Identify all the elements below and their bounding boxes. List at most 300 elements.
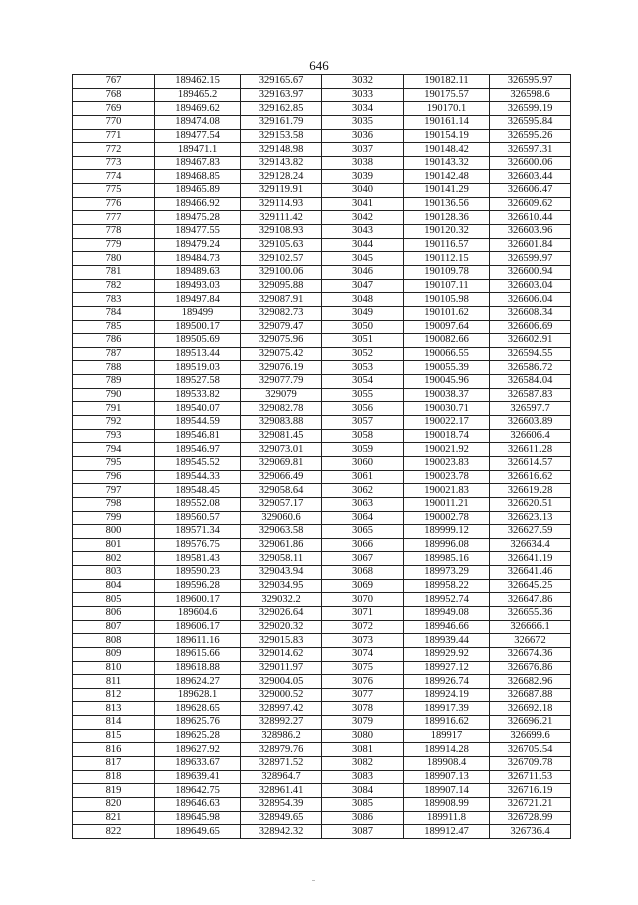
point-id-right-cell: 3041 bbox=[322, 197, 404, 211]
y-left-cell: 329102.57 bbox=[241, 252, 322, 266]
point-id-left-cell: 815 bbox=[73, 729, 155, 743]
point-id-right-cell: 3071 bbox=[322, 606, 404, 620]
y-left-cell: 329163.97 bbox=[241, 88, 322, 102]
table-row bbox=[73, 593, 571, 607]
x-left-cell: 189467.83 bbox=[155, 156, 241, 170]
point-id-left-cell: 793 bbox=[73, 429, 155, 443]
point-id-right-cell: 3070 bbox=[322, 593, 404, 607]
x-right-cell: 189939.44 bbox=[404, 634, 490, 648]
point-id-left-cell: 774 bbox=[73, 170, 155, 184]
point-id-right-cell: 3066 bbox=[322, 538, 404, 552]
x-left-cell: 189475.28 bbox=[155, 211, 241, 225]
point-id-right-cell: 3055 bbox=[322, 388, 404, 402]
y-left-cell: 329119.91 bbox=[241, 184, 322, 198]
point-id-left-cell: 819 bbox=[73, 784, 155, 798]
point-id-right-cell: 3069 bbox=[322, 579, 404, 593]
y-left-cell: 329148.98 bbox=[241, 143, 322, 157]
x-left-cell: 189633.67 bbox=[155, 757, 241, 771]
point-id-left-cell: 806 bbox=[73, 606, 155, 620]
scan-speck bbox=[312, 880, 315, 881]
x-left-cell: 189500.17 bbox=[155, 320, 241, 334]
x-right-cell: 190154.19 bbox=[404, 129, 490, 143]
point-id-left-cell: 798 bbox=[73, 497, 155, 511]
table-row bbox=[73, 102, 571, 116]
x-left-cell: 189628.65 bbox=[155, 702, 241, 716]
table-row bbox=[73, 825, 571, 839]
x-left-cell: 189489.63 bbox=[155, 265, 241, 279]
point-id-left-cell: 788 bbox=[73, 361, 155, 375]
table-row bbox=[73, 361, 571, 375]
x-right-cell: 189927.12 bbox=[404, 661, 490, 675]
y-left-cell: 329069.81 bbox=[241, 456, 322, 470]
table-row bbox=[73, 334, 571, 348]
y-right-cell: 326634.4 bbox=[490, 538, 571, 552]
point-id-right-cell: 3033 bbox=[322, 88, 404, 102]
point-id-left-cell: 781 bbox=[73, 265, 155, 279]
point-id-left-cell: 779 bbox=[73, 238, 155, 252]
point-id-right-cell: 3085 bbox=[322, 797, 404, 811]
x-left-cell: 189546.97 bbox=[155, 443, 241, 457]
point-id-left-cell: 792 bbox=[73, 416, 155, 430]
point-id-right-cell: 3057 bbox=[322, 416, 404, 430]
y-right-cell: 326603.89 bbox=[490, 416, 571, 430]
y-left-cell: 329000.52 bbox=[241, 688, 322, 702]
x-right-cell: 190021.83 bbox=[404, 484, 490, 498]
x-left-cell: 189611.16 bbox=[155, 634, 241, 648]
y-left-cell: 329014.62 bbox=[241, 647, 322, 661]
point-id-left-cell: 809 bbox=[73, 647, 155, 661]
x-left-cell: 189477.55 bbox=[155, 225, 241, 239]
y-left-cell: 329073.01 bbox=[241, 443, 322, 457]
x-right-cell: 189908.99 bbox=[404, 797, 490, 811]
point-id-right-cell: 3044 bbox=[322, 238, 404, 252]
point-id-left-cell: 768 bbox=[73, 88, 155, 102]
point-id-right-cell: 3064 bbox=[322, 511, 404, 525]
point-id-left-cell: 817 bbox=[73, 757, 155, 771]
y-right-cell: 326595.84 bbox=[490, 115, 571, 129]
y-right-cell: 326721.21 bbox=[490, 797, 571, 811]
table-row bbox=[73, 702, 571, 716]
y-right-cell: 326696.21 bbox=[490, 716, 571, 730]
x-right-cell: 190136.56 bbox=[404, 197, 490, 211]
y-right-cell: 326609.62 bbox=[490, 197, 571, 211]
table-row bbox=[73, 279, 571, 293]
point-id-right-cell: 3035 bbox=[322, 115, 404, 129]
point-id-left-cell: 813 bbox=[73, 702, 155, 716]
table-row bbox=[73, 634, 571, 648]
x-right-cell: 190112.15 bbox=[404, 252, 490, 266]
table-row bbox=[73, 129, 571, 143]
table-row bbox=[73, 784, 571, 798]
point-id-left-cell: 784 bbox=[73, 306, 155, 320]
table-row bbox=[73, 525, 571, 539]
table-row bbox=[73, 225, 571, 239]
y-left-cell: 328954.39 bbox=[241, 797, 322, 811]
x-right-cell: 189914.28 bbox=[404, 743, 490, 757]
x-left-cell: 189590.23 bbox=[155, 566, 241, 580]
y-right-cell: 326608.34 bbox=[490, 306, 571, 320]
y-left-cell: 329015.83 bbox=[241, 634, 322, 648]
y-left-cell: 329060.6 bbox=[241, 511, 322, 525]
point-id-right-cell: 3075 bbox=[322, 661, 404, 675]
x-left-cell: 189596.28 bbox=[155, 579, 241, 593]
point-id-left-cell: 797 bbox=[73, 484, 155, 498]
x-right-cell: 189911.8 bbox=[404, 811, 490, 825]
x-left-cell: 189527.58 bbox=[155, 375, 241, 389]
x-right-cell: 189926.74 bbox=[404, 675, 490, 689]
table-row bbox=[73, 184, 571, 198]
y-left-cell: 328997.42 bbox=[241, 702, 322, 716]
x-right-cell: 190107.11 bbox=[404, 279, 490, 293]
x-left-cell: 189497.84 bbox=[155, 293, 241, 307]
x-left-cell: 189469.62 bbox=[155, 102, 241, 116]
y-right-cell: 326627.59 bbox=[490, 525, 571, 539]
y-right-cell: 326599.19 bbox=[490, 102, 571, 116]
x-right-cell: 190055.39 bbox=[404, 361, 490, 375]
x-right-cell: 190101.62 bbox=[404, 306, 490, 320]
y-right-cell: 326682.96 bbox=[490, 675, 571, 689]
table-row bbox=[73, 402, 571, 416]
point-id-right-cell: 3038 bbox=[322, 156, 404, 170]
y-left-cell: 329075.96 bbox=[241, 334, 322, 348]
x-right-cell: 189949.08 bbox=[404, 606, 490, 620]
x-left-cell: 189462.15 bbox=[155, 75, 241, 89]
x-right-cell: 190175.57 bbox=[404, 88, 490, 102]
x-left-cell: 189471.1 bbox=[155, 143, 241, 157]
point-id-left-cell: 808 bbox=[73, 634, 155, 648]
point-id-left-cell: 770 bbox=[73, 115, 155, 129]
y-right-cell: 326603.04 bbox=[490, 279, 571, 293]
point-id-left-cell: 786 bbox=[73, 334, 155, 348]
table-row bbox=[73, 538, 571, 552]
y-right-cell: 326655.36 bbox=[490, 606, 571, 620]
table-row bbox=[73, 388, 571, 402]
point-id-right-cell: 3060 bbox=[322, 456, 404, 470]
point-id-right-cell: 3062 bbox=[322, 484, 404, 498]
point-id-right-cell: 3083 bbox=[322, 770, 404, 784]
x-right-cell: 189917.39 bbox=[404, 702, 490, 716]
y-right-cell: 326587.83 bbox=[490, 388, 571, 402]
x-left-cell: 189545.52 bbox=[155, 456, 241, 470]
x-left-cell: 189646.63 bbox=[155, 797, 241, 811]
table-row bbox=[73, 729, 571, 743]
point-id-left-cell: 791 bbox=[73, 402, 155, 416]
point-id-right-cell: 3079 bbox=[322, 716, 404, 730]
x-left-cell: 189548.45 bbox=[155, 484, 241, 498]
x-left-cell: 189604.6 bbox=[155, 606, 241, 620]
point-id-left-cell: 818 bbox=[73, 770, 155, 784]
point-id-left-cell: 780 bbox=[73, 252, 155, 266]
x-right-cell: 190021.92 bbox=[404, 443, 490, 457]
table-row bbox=[73, 170, 571, 184]
point-id-right-cell: 3045 bbox=[322, 252, 404, 266]
y-left-cell: 329034.95 bbox=[241, 579, 322, 593]
y-left-cell: 329111.42 bbox=[241, 211, 322, 225]
y-left-cell: 329143.82 bbox=[241, 156, 322, 170]
x-left-cell: 189474.08 bbox=[155, 115, 241, 129]
table-row bbox=[73, 743, 571, 757]
x-right-cell: 190011.21 bbox=[404, 497, 490, 511]
x-right-cell: 189917 bbox=[404, 729, 490, 743]
point-id-right-cell: 3048 bbox=[322, 293, 404, 307]
y-right-cell: 326598.6 bbox=[490, 88, 571, 102]
y-left-cell: 329004.05 bbox=[241, 675, 322, 689]
y-right-cell: 326623.13 bbox=[490, 511, 571, 525]
y-right-cell: 326606.47 bbox=[490, 184, 571, 198]
x-right-cell: 190128.36 bbox=[404, 211, 490, 225]
y-left-cell: 329165.67 bbox=[241, 75, 322, 89]
point-id-left-cell: 811 bbox=[73, 675, 155, 689]
table-row bbox=[73, 375, 571, 389]
point-id-left-cell: 771 bbox=[73, 129, 155, 143]
y-left-cell: 329079.47 bbox=[241, 320, 322, 334]
table-row bbox=[73, 252, 571, 266]
table-row bbox=[73, 456, 571, 470]
y-left-cell: 328971.52 bbox=[241, 757, 322, 771]
y-right-cell: 326645.25 bbox=[490, 579, 571, 593]
x-left-cell: 189552.08 bbox=[155, 497, 241, 511]
y-right-cell: 326597.31 bbox=[490, 143, 571, 157]
y-right-cell: 326674.36 bbox=[490, 647, 571, 661]
table-row bbox=[73, 293, 571, 307]
point-id-right-cell: 3054 bbox=[322, 375, 404, 389]
x-right-cell: 189999.12 bbox=[404, 525, 490, 539]
y-right-cell: 326620.51 bbox=[490, 497, 571, 511]
y-left-cell: 328986.2 bbox=[241, 729, 322, 743]
table-row bbox=[73, 143, 571, 157]
y-right-cell: 326606.4 bbox=[490, 429, 571, 443]
page-number: 646 bbox=[309, 58, 329, 73]
x-right-cell: 189916.62 bbox=[404, 716, 490, 730]
table-row bbox=[73, 416, 571, 430]
y-left-cell: 329153.58 bbox=[241, 129, 322, 143]
point-id-left-cell: 820 bbox=[73, 797, 155, 811]
x-left-cell: 189519.03 bbox=[155, 361, 241, 375]
point-id-right-cell: 3051 bbox=[322, 334, 404, 348]
y-right-cell: 326586.72 bbox=[490, 361, 571, 375]
y-left-cell: 329063.58 bbox=[241, 525, 322, 539]
point-id-left-cell: 821 bbox=[73, 811, 155, 825]
table-row bbox=[73, 757, 571, 771]
point-id-left-cell: 812 bbox=[73, 688, 155, 702]
x-right-cell: 190143.32 bbox=[404, 156, 490, 170]
x-left-cell: 189477.54 bbox=[155, 129, 241, 143]
y-right-cell: 326692.18 bbox=[490, 702, 571, 716]
x-right-cell: 189958.22 bbox=[404, 579, 490, 593]
x-left-cell: 189546.81 bbox=[155, 429, 241, 443]
table-row bbox=[73, 620, 571, 634]
y-right-cell: 326716.19 bbox=[490, 784, 571, 798]
table-row bbox=[73, 484, 571, 498]
y-right-cell: 326597.7 bbox=[490, 402, 571, 416]
x-left-cell: 189505.69 bbox=[155, 334, 241, 348]
y-left-cell: 329083.88 bbox=[241, 416, 322, 430]
x-right-cell: 190023.83 bbox=[404, 456, 490, 470]
table-row bbox=[73, 511, 571, 525]
y-right-cell: 326728.99 bbox=[490, 811, 571, 825]
point-id-right-cell: 3053 bbox=[322, 361, 404, 375]
x-left-cell: 189649.65 bbox=[155, 825, 241, 839]
y-right-cell: 326619.28 bbox=[490, 484, 571, 498]
x-left-cell: 189642.75 bbox=[155, 784, 241, 798]
point-id-right-cell: 3080 bbox=[322, 729, 404, 743]
x-left-cell: 189544.33 bbox=[155, 470, 241, 484]
table-row bbox=[73, 770, 571, 784]
x-left-cell: 189625.28 bbox=[155, 729, 241, 743]
point-id-right-cell: 3082 bbox=[322, 757, 404, 771]
table-row bbox=[73, 552, 571, 566]
y-right-cell: 326600.06 bbox=[490, 156, 571, 170]
x-left-cell: 189513.44 bbox=[155, 347, 241, 361]
point-id-left-cell: 794 bbox=[73, 443, 155, 457]
point-id-right-cell: 3086 bbox=[322, 811, 404, 825]
point-id-right-cell: 3042 bbox=[322, 211, 404, 225]
point-id-right-cell: 3068 bbox=[322, 566, 404, 580]
point-id-right-cell: 3052 bbox=[322, 347, 404, 361]
point-id-right-cell: 3047 bbox=[322, 279, 404, 293]
x-right-cell: 189946.66 bbox=[404, 620, 490, 634]
point-id-left-cell: 802 bbox=[73, 552, 155, 566]
point-id-right-cell: 3058 bbox=[322, 429, 404, 443]
x-right-cell: 190182.11 bbox=[404, 75, 490, 89]
point-id-left-cell: 769 bbox=[73, 102, 155, 116]
table-row bbox=[73, 606, 571, 620]
point-id-right-cell: 3043 bbox=[322, 225, 404, 239]
x-right-cell: 190141.29 bbox=[404, 184, 490, 198]
point-id-left-cell: 810 bbox=[73, 661, 155, 675]
point-id-left-cell: 796 bbox=[73, 470, 155, 484]
table-row bbox=[73, 470, 571, 484]
y-right-cell: 326595.97 bbox=[490, 75, 571, 89]
x-left-cell: 189627.92 bbox=[155, 743, 241, 757]
y-right-cell: 326602.91 bbox=[490, 334, 571, 348]
y-left-cell: 328979.76 bbox=[241, 743, 322, 757]
y-left-cell: 329082.78 bbox=[241, 402, 322, 416]
point-id-left-cell: 773 bbox=[73, 156, 155, 170]
x-right-cell: 190148.42 bbox=[404, 143, 490, 157]
point-id-right-cell: 3040 bbox=[322, 184, 404, 198]
point-id-right-cell: 3059 bbox=[322, 443, 404, 457]
y-right-cell: 326705.54 bbox=[490, 743, 571, 757]
point-id-right-cell: 3036 bbox=[322, 129, 404, 143]
y-left-cell: 329079 bbox=[241, 388, 322, 402]
point-id-left-cell: 804 bbox=[73, 579, 155, 593]
table-row bbox=[73, 443, 571, 457]
point-id-right-cell: 3077 bbox=[322, 688, 404, 702]
y-left-cell: 329058.64 bbox=[241, 484, 322, 498]
y-right-cell: 326666.1 bbox=[490, 620, 571, 634]
table-row bbox=[73, 238, 571, 252]
point-id-right-cell: 3067 bbox=[322, 552, 404, 566]
y-left-cell: 329114.93 bbox=[241, 197, 322, 211]
x-left-cell: 189465.89 bbox=[155, 184, 241, 198]
y-right-cell: 326711.53 bbox=[490, 770, 571, 784]
x-right-cell: 189952.74 bbox=[404, 593, 490, 607]
x-left-cell: 189540.07 bbox=[155, 402, 241, 416]
point-id-left-cell: 795 bbox=[73, 456, 155, 470]
point-id-left-cell: 783 bbox=[73, 293, 155, 307]
table-row bbox=[73, 429, 571, 443]
y-left-cell: 329162.85 bbox=[241, 102, 322, 116]
y-right-cell: 326676.86 bbox=[490, 661, 571, 675]
point-id-right-cell: 3065 bbox=[322, 525, 404, 539]
y-left-cell: 329043.94 bbox=[241, 566, 322, 580]
point-id-left-cell: 816 bbox=[73, 743, 155, 757]
y-right-cell: 326595.26 bbox=[490, 129, 571, 143]
y-left-cell: 329058.11 bbox=[241, 552, 322, 566]
y-left-cell: 329076.19 bbox=[241, 361, 322, 375]
y-left-cell: 329161.79 bbox=[241, 115, 322, 129]
x-left-cell: 189544.59 bbox=[155, 416, 241, 430]
y-right-cell: 326603.96 bbox=[490, 225, 571, 239]
y-left-cell: 329066.49 bbox=[241, 470, 322, 484]
y-left-cell: 328949.65 bbox=[241, 811, 322, 825]
table-row bbox=[73, 156, 571, 170]
table-row bbox=[73, 688, 571, 702]
table-row bbox=[73, 675, 571, 689]
x-left-cell: 189645.98 bbox=[155, 811, 241, 825]
table-row bbox=[73, 75, 571, 89]
point-id-left-cell: 782 bbox=[73, 279, 155, 293]
point-id-left-cell: 778 bbox=[73, 225, 155, 239]
x-right-cell: 190161.14 bbox=[404, 115, 490, 129]
coordinates-table-body bbox=[73, 75, 571, 839]
point-id-right-cell: 3061 bbox=[322, 470, 404, 484]
point-id-left-cell: 775 bbox=[73, 184, 155, 198]
point-id-right-cell: 3039 bbox=[322, 170, 404, 184]
y-left-cell: 328942.32 bbox=[241, 825, 322, 839]
point-id-left-cell: 801 bbox=[73, 538, 155, 552]
y-left-cell: 328964.7 bbox=[241, 770, 322, 784]
point-id-left-cell: 767 bbox=[73, 75, 155, 89]
x-right-cell: 189907.14 bbox=[404, 784, 490, 798]
point-id-right-cell: 3078 bbox=[322, 702, 404, 716]
y-left-cell: 328992.27 bbox=[241, 716, 322, 730]
x-right-cell: 190116.57 bbox=[404, 238, 490, 252]
point-id-right-cell: 3032 bbox=[322, 75, 404, 89]
y-left-cell: 329108.93 bbox=[241, 225, 322, 239]
y-left-cell: 329095.88 bbox=[241, 279, 322, 293]
table-row bbox=[73, 497, 571, 511]
x-right-cell: 189924.19 bbox=[404, 688, 490, 702]
point-id-right-cell: 3050 bbox=[322, 320, 404, 334]
y-right-cell: 326601.84 bbox=[490, 238, 571, 252]
point-id-right-cell: 3034 bbox=[322, 102, 404, 116]
x-right-cell: 190002.78 bbox=[404, 511, 490, 525]
table-row bbox=[73, 197, 571, 211]
point-id-left-cell: 787 bbox=[73, 347, 155, 361]
y-left-cell: 329128.24 bbox=[241, 170, 322, 184]
y-right-cell: 326699.6 bbox=[490, 729, 571, 743]
y-right-cell: 326584.04 bbox=[490, 375, 571, 389]
x-right-cell: 189908.4 bbox=[404, 757, 490, 771]
y-left-cell: 329020.32 bbox=[241, 620, 322, 634]
y-right-cell: 326641.19 bbox=[490, 552, 571, 566]
y-right-cell: 326610.44 bbox=[490, 211, 571, 225]
x-left-cell: 189466.92 bbox=[155, 197, 241, 211]
y-left-cell: 329077.79 bbox=[241, 375, 322, 389]
point-id-right-cell: 3072 bbox=[322, 620, 404, 634]
y-right-cell: 326641.46 bbox=[490, 566, 571, 580]
y-left-cell: 329061.86 bbox=[241, 538, 322, 552]
point-id-right-cell: 3049 bbox=[322, 306, 404, 320]
table-row bbox=[73, 306, 571, 320]
x-left-cell: 189581.43 bbox=[155, 552, 241, 566]
table-row bbox=[73, 211, 571, 225]
y-right-cell: 326603.44 bbox=[490, 170, 571, 184]
table-row bbox=[73, 115, 571, 129]
x-left-cell: 189606.17 bbox=[155, 620, 241, 634]
